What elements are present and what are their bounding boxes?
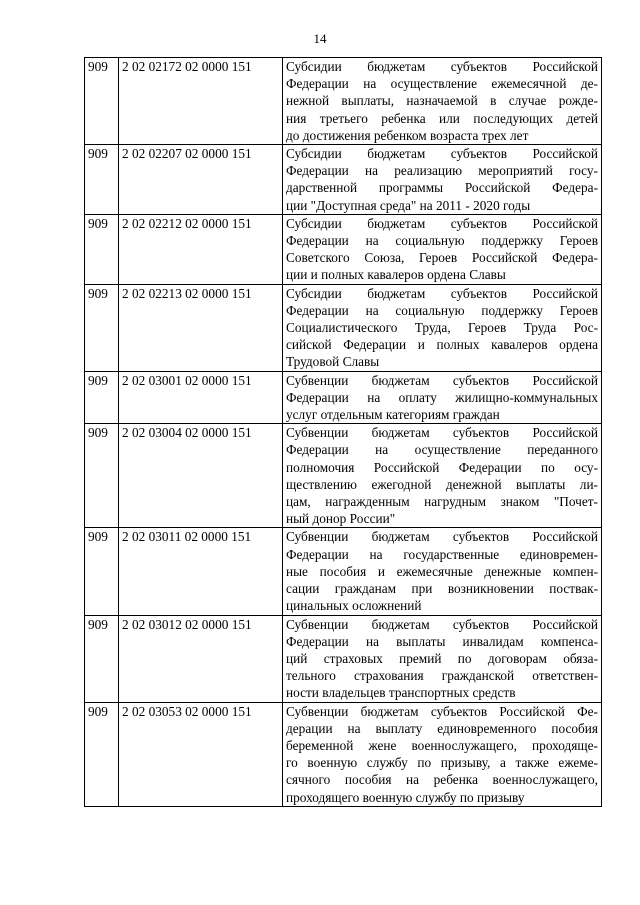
description-line: Субвенции бюджетам субъектов Российской (286, 372, 598, 388)
budget-classification-code-cell: 2 02 03012 02 0000 151 (119, 615, 283, 702)
admin-code-cell: 909 (85, 371, 119, 424)
description-line: Субсидии бюджетам субъектов Российской (286, 59, 598, 74)
description-line: Советского Союза, Героев Российской Федера- (286, 250, 598, 266)
table-row (85, 615, 602, 702)
description-line: Федерации на оплату жилищно-коммунальных (286, 389, 598, 405)
description-line: Субвенции бюджетам субъектов Российской (286, 529, 598, 545)
description-line: сийской Федерации и полных кавалеров ордена (286, 337, 598, 353)
revenue-description-cell (283, 371, 602, 424)
page-number: 14 (313, 31, 327, 46)
description-line: ции и полных кавалеров ордена Славы (286, 267, 506, 283)
budget-revenue-table (84, 57, 602, 807)
revenue-description-cell (283, 58, 602, 145)
description-line: ния третьего ребенка или последующих детей (286, 110, 598, 126)
description-line: Социалистического Труда, Героев Труда Рос- (286, 320, 598, 336)
description-line: сации гражданам при возникновении поствак- (286, 581, 598, 597)
revenue-description-cell (283, 615, 602, 702)
table-row (85, 284, 602, 371)
description-line: дерации на выплату единовременного пособия (286, 720, 598, 736)
table-row (85, 424, 602, 528)
description-line: сячного пособия на ребенка военнослужащего, (286, 772, 598, 788)
description-line: цам, награжденным нагрудным знаком "Почет- (286, 494, 598, 510)
admin-code-cell: 909 (85, 284, 119, 371)
description-line: ный донор России" (286, 511, 396, 527)
description-line: ществлению ежегодной денежной выплаты ли- (286, 476, 598, 492)
description-line: Федерации на социальную поддержку Героев (286, 233, 598, 249)
table-row (85, 214, 602, 284)
budget-classification-code-cell: 2 02 03001 02 0000 151 (119, 371, 283, 424)
admin-code-cell: 909 (85, 615, 119, 702)
description-line: цинальных осложнений (286, 598, 422, 614)
table-row (85, 58, 602, 145)
budget-classification-code-cell: 2 02 03053 02 0000 151 (119, 702, 283, 806)
description-line: Федерации на государственные единовремен- (286, 546, 598, 562)
admin-code-cell: 909 (85, 58, 119, 145)
budget-classification-code-cell: 2 02 02172 02 0000 151 (119, 58, 283, 145)
budget-classification-code-cell: 2 02 03004 02 0000 151 (119, 424, 283, 528)
revenue-description-cell (283, 145, 602, 215)
description-line: Трудовой Славы (286, 354, 380, 370)
description-line: Федерации на социальную поддержку Героев (286, 302, 598, 318)
table-row (85, 371, 602, 424)
description-line: Субвенции бюджетам субъектов Российской (286, 425, 598, 441)
description-line: до достижения ребенком возраста трех лет (286, 127, 529, 143)
budget-classification-code-cell: 2 02 02207 02 0000 151 (119, 145, 283, 215)
table-row (85, 702, 602, 806)
description-line: беременной жене военнослужащего, проходяще- (286, 737, 598, 753)
description-line: проходящего военную службу по призыву (286, 789, 525, 805)
description-line: тельного страхования гражданской ответствен- (286, 668, 598, 684)
revenue-description-cell (283, 284, 602, 371)
admin-code-cell: 909 (85, 702, 119, 806)
description-line: Субвенции бюджетам субъектов Российской (286, 616, 598, 632)
description-line: го военную службу по призыву, а также ежеме- (286, 755, 598, 771)
description-line: Субсидии бюджетам субъектов Российской (286, 146, 598, 162)
revenue-description-cell (283, 702, 602, 806)
admin-code-cell: 909 (85, 424, 119, 528)
description-line: Федерации на выплаты инвалидам компенса- (286, 633, 598, 649)
description-line: ные пособия и ежемесячные денежные компен- (286, 563, 598, 579)
table-row (85, 528, 602, 615)
description-line: Субсидии бюджетам субъектов Российской (286, 215, 598, 231)
budget-classification-code-cell: 2 02 03011 02 0000 151 (119, 528, 283, 615)
description-line: Федерации на осуществление переданного (286, 442, 598, 458)
revenue-description-cell (283, 214, 602, 284)
description-line: услуг отдельным категориям граждан (286, 407, 500, 423)
description-line: дарственной программы Российской Федера- (286, 180, 598, 196)
admin-code-cell: 909 (85, 214, 119, 284)
description-line: полномочия Российской Федерации по осу- (286, 459, 598, 475)
description-line: ций страховых премий по договорам обяза- (286, 650, 598, 666)
table-row (85, 145, 602, 215)
revenue-description-cell (283, 528, 602, 615)
description-line: Федерации на осуществление ежемесячной де- (286, 76, 598, 92)
table-body (85, 58, 602, 807)
description-line: Федерации на реализацию мероприятий госу- (286, 163, 598, 179)
description-line: ции "Доступная среда" на 2011 - 2020 годы (286, 197, 531, 213)
budget-classification-code-cell: 2 02 02213 02 0000 151 (119, 284, 283, 371)
admin-code-cell: 909 (85, 528, 119, 615)
description-line: ности владельцев транспортных средств (286, 685, 516, 701)
admin-code-cell: 909 (85, 145, 119, 215)
description-line: Субвенции бюджетам субъектов Российской Фе- (286, 703, 598, 719)
budget-classification-code-cell: 2 02 02212 02 0000 151 (119, 214, 283, 284)
description-line: Субсидии бюджетам субъектов Российской (286, 285, 598, 301)
description-line: нежной выплаты, назначаемой в случае рожде- (286, 93, 598, 109)
revenue-description-cell (283, 424, 602, 528)
